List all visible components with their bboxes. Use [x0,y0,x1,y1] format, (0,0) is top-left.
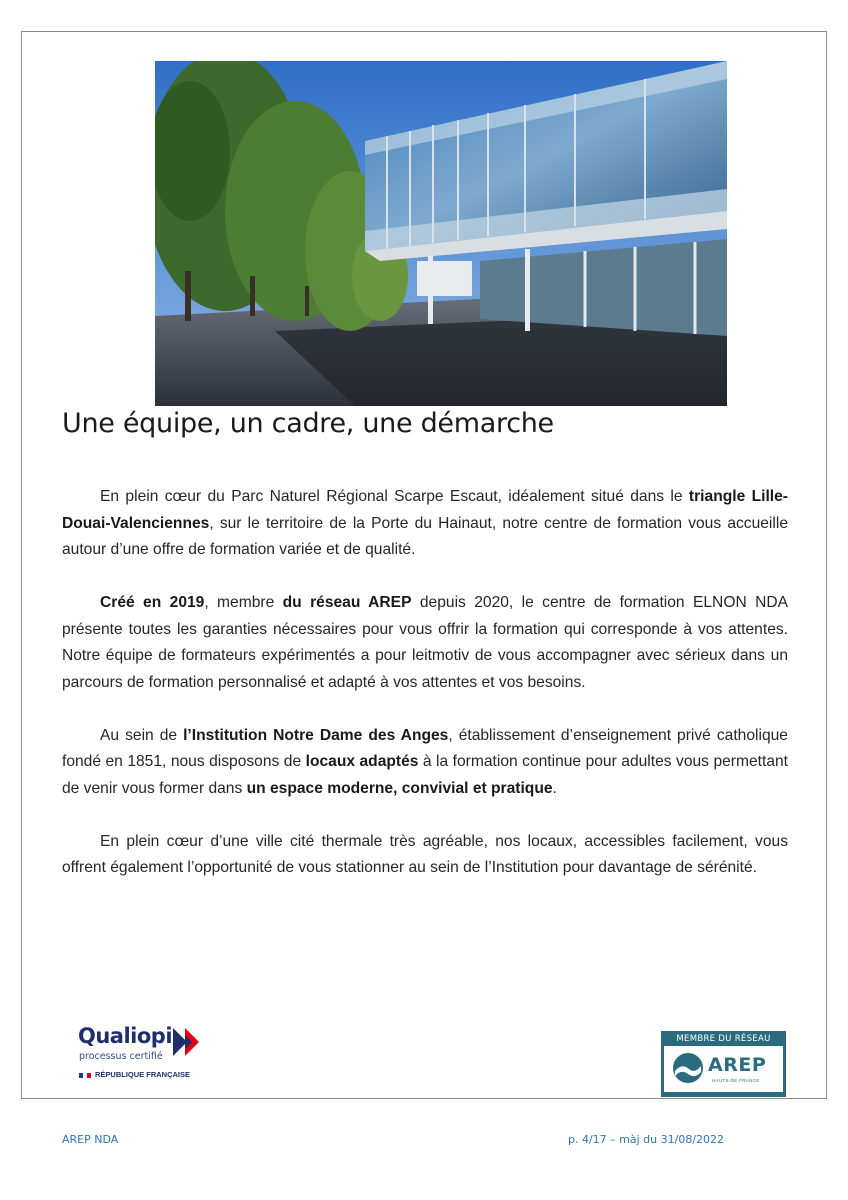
body-text [62,484,788,908]
text-run: Au sein de [100,726,184,744]
arep-logo [661,1031,786,1097]
footer-page-info: p. 4/17 – màj du 31/08/2022 [568,1133,725,1146]
building-photo [155,61,727,406]
paragraph [62,484,788,564]
paragraph [62,590,788,696]
text-run: En plein cœur d’une ville cité thermale très agréable, nos locaux, accessibles facilement, vous offrent également l’opportunité de vous stationner au sein de l’Institution pour davantage de sérénité. [62,832,788,876]
bold-text: triangle Lille-Douai-Valenciennes [62,488,788,532]
text-run: En plein cœur du Parc Naturel Régional Scarpe Escaut, idéalement situé dans le [100,488,689,505]
text-run: , sur le territoire de la Porte du Hainaut, notre centre de formation vous accueille autour d’une offre de formation variée et de qualité. [62,514,788,558]
paragraph [62,723,788,803]
bold-text: un espace moderne, convivial et pratique [246,779,553,797]
arep-header: MEMBRE DU RÉSEAU [676,1034,771,1044]
text-run: à la formation continue pour adultes vous permettant de venir vous former dans [62,753,788,797]
footer-left: AREP NDA [62,1133,119,1146]
text-run: depuis 2020, le centre de formation ELNON NDA présente toutes les garanties nécessaires pour vous offrir la formation qui corresponde à vos attentes. Notre équipe de formateurs expérimentés a pour leitmotiv de vous accompagner avec sérieux dans un parcours de formation personnalisé et adapté à vos attentes et vos besoins. [62,594,789,691]
bold-text: du réseau AREP [282,594,412,611]
arep-name: AREP [708,1054,767,1076]
text-run: , membre [204,594,283,611]
wave-circle-icon [672,1052,704,1089]
republique-francaise: RÉPUBLIQUE FRANÇAISE [79,1070,190,1079]
qualiopi-logo [78,1024,218,1084]
paragraph [62,829,788,882]
arep-badge [664,1046,783,1092]
qualiopi-name: Qualiopi [78,1024,173,1048]
french-flag-icon [79,1073,91,1078]
bold-text: locaux adaptés [305,753,419,770]
double-arrow-icon [173,1026,207,1063]
page-title: Une équipe, un cadre, une démarche [62,408,554,439]
bold-text: Créé en 2019 [100,594,205,611]
bold-text: l’Institution Notre Dame des Anges [183,726,449,744]
qualiopi-subtitle: processus certifié [79,1051,163,1062]
text-run: . [552,779,557,797]
text-run: , établissement d’enseignement privé catholique fondé en 1851, nous disposons de [62,726,788,770]
arep-region: HAUTS-DE-FRANCE [712,1078,760,1083]
